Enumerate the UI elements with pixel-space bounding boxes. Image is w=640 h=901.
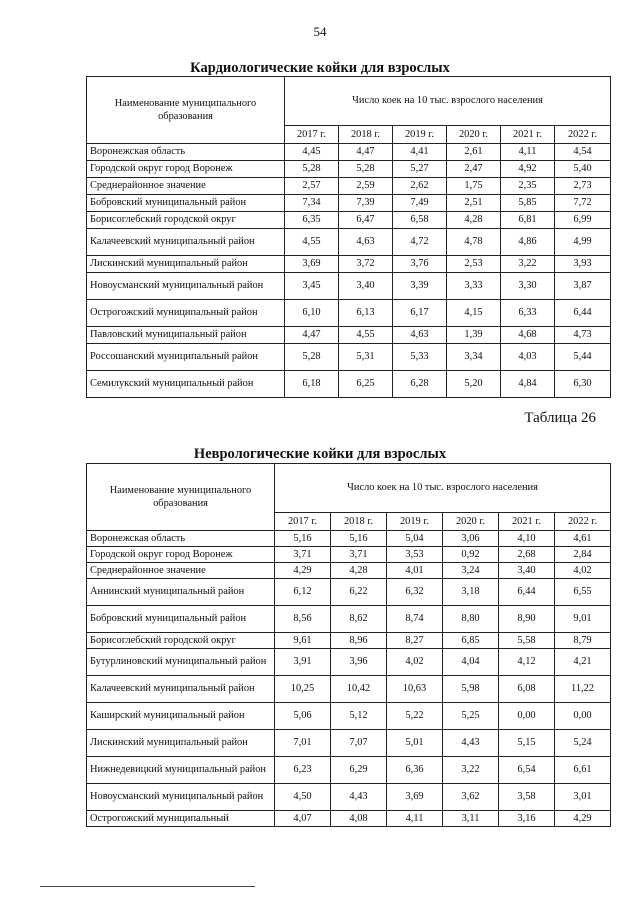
cell-value: 3,91 xyxy=(275,649,331,676)
cell-value: 4,41 xyxy=(393,144,447,161)
cell-value: 5,04 xyxy=(387,531,443,547)
table-row xyxy=(87,563,611,579)
table2-header-name: Наименование муниципального образования xyxy=(87,464,275,531)
cell-value: 3,39 xyxy=(393,273,447,300)
cell-value: 3,87 xyxy=(555,273,611,300)
cell-value: 8,74 xyxy=(387,606,443,633)
row-name: Новоусманский муниципальный район xyxy=(87,784,275,811)
cell-value: 6,33 xyxy=(501,300,555,327)
cell-value: 3,69 xyxy=(285,256,339,273)
cell-value: 8,90 xyxy=(499,606,555,633)
row-name: Новоусманский муниципальный район xyxy=(87,273,285,300)
cell-value: 4,02 xyxy=(387,649,443,676)
cell-value: 4,63 xyxy=(339,229,393,256)
cell-value: 6,44 xyxy=(499,579,555,606)
cell-value: 5,85 xyxy=(501,195,555,212)
cell-value: 3,11 xyxy=(443,811,499,827)
cell-value: 2,73 xyxy=(555,178,611,195)
year-header: 2020 г. xyxy=(443,513,499,531)
cell-value: 10,63 xyxy=(387,676,443,703)
footnote-separator xyxy=(40,886,255,887)
table-row xyxy=(87,547,611,563)
year-header: 2017 г. xyxy=(285,126,339,144)
cell-value: 5,24 xyxy=(555,730,611,757)
table-row xyxy=(87,703,611,730)
cell-value: 4,55 xyxy=(285,229,339,256)
year-header: 2021 г. xyxy=(501,126,555,144)
cell-value: 6,47 xyxy=(339,212,393,229)
cell-value: 6,08 xyxy=(499,676,555,703)
table-row xyxy=(87,144,611,161)
year-header: 2021 г. xyxy=(499,513,555,531)
cell-value: 9,61 xyxy=(275,633,331,649)
cell-value: 4,73 xyxy=(555,327,611,344)
cell-value: 4,47 xyxy=(339,144,393,161)
table-row xyxy=(87,811,611,827)
cell-value: 5,22 xyxy=(387,703,443,730)
cell-value: 3,76 xyxy=(393,256,447,273)
row-name: Борисоглебский городской округ xyxy=(87,633,275,649)
cell-value: 5,15 xyxy=(499,730,555,757)
cell-value: 1,39 xyxy=(447,327,501,344)
cell-value: 5,16 xyxy=(275,531,331,547)
cell-value: 4,11 xyxy=(501,144,555,161)
cell-value: 5,28 xyxy=(339,161,393,178)
cell-value: 4,86 xyxy=(501,229,555,256)
year-header: 2022 г. xyxy=(555,126,611,144)
row-name: Каширский муниципальный район xyxy=(87,703,275,730)
cell-value: 5,33 xyxy=(393,344,447,371)
cell-value: 3,71 xyxy=(331,547,387,563)
cell-value: 4,68 xyxy=(501,327,555,344)
cell-value: 4,29 xyxy=(275,563,331,579)
cell-value: 0,92 xyxy=(443,547,499,563)
cell-value: 4,15 xyxy=(447,300,501,327)
cell-value: 3,30 xyxy=(501,273,555,300)
cell-value: 5,98 xyxy=(443,676,499,703)
cell-value: 2,51 xyxy=(447,195,501,212)
cell-value: 4,47 xyxy=(285,327,339,344)
cell-value: 4,28 xyxy=(447,212,501,229)
cell-value: 3,72 xyxy=(339,256,393,273)
cell-value: 6,61 xyxy=(555,757,611,784)
cell-value: 4,01 xyxy=(387,563,443,579)
table2-caption: Таблица 26 xyxy=(524,410,596,426)
cardiology-beds-table xyxy=(86,76,611,398)
cell-value: 5,27 xyxy=(393,161,447,178)
cell-value: 6,58 xyxy=(393,212,447,229)
table-row xyxy=(87,757,611,784)
table1-header-group: Число коек на 10 тыс. взрослого населения xyxy=(285,77,611,126)
cell-value: 3,58 xyxy=(499,784,555,811)
row-name: Воронежская область xyxy=(87,144,285,161)
year-header: 2017 г. xyxy=(275,513,331,531)
table-row xyxy=(87,579,611,606)
cell-value: 4,54 xyxy=(555,144,611,161)
cell-value: 6,35 xyxy=(285,212,339,229)
cell-value: 5,40 xyxy=(555,161,611,178)
cell-value: 4,28 xyxy=(331,563,387,579)
row-name: Семилукский муниципальный район xyxy=(87,371,285,398)
table-row xyxy=(87,649,611,676)
row-name: Калачеевский муниципальный район xyxy=(87,676,275,703)
cell-value: 5,44 xyxy=(555,344,611,371)
cell-value: 1,75 xyxy=(447,178,501,195)
cell-value: 6,13 xyxy=(339,300,393,327)
table-row xyxy=(87,178,611,195)
cell-value: 6,28 xyxy=(393,371,447,398)
cell-value: 5,31 xyxy=(339,344,393,371)
cell-value: 4,04 xyxy=(443,649,499,676)
cell-value: 7,07 xyxy=(331,730,387,757)
cell-value: 3,40 xyxy=(499,563,555,579)
cell-value: 2,84 xyxy=(555,547,611,563)
cell-value: 6,99 xyxy=(555,212,611,229)
cell-value: 6,44 xyxy=(555,300,611,327)
cell-value: 3,93 xyxy=(555,256,611,273)
row-name: Среднерайонное значение xyxy=(87,563,275,579)
row-name: Бобровский муниципальный район xyxy=(87,195,285,212)
cell-value: 7,34 xyxy=(285,195,339,212)
cell-value: 3,40 xyxy=(339,273,393,300)
table1-header-name: Наименование муниципального образования xyxy=(87,77,285,144)
cell-value: 3,96 xyxy=(331,649,387,676)
cell-value: 5,20 xyxy=(447,371,501,398)
table-row xyxy=(87,606,611,633)
cell-value: 6,30 xyxy=(555,371,611,398)
cell-value: 5,28 xyxy=(285,344,339,371)
cell-value: 4,99 xyxy=(555,229,611,256)
cell-value: 8,96 xyxy=(331,633,387,649)
cell-value: 6,10 xyxy=(285,300,339,327)
table2-title: Неврологические койки для взрослых xyxy=(193,446,447,462)
year-header: 2019 г. xyxy=(393,126,447,144)
cell-value: 4,45 xyxy=(285,144,339,161)
row-name: Бобровский муниципальный район xyxy=(87,606,275,633)
table-row xyxy=(87,256,611,273)
cell-value: 4,43 xyxy=(331,784,387,811)
cell-value: 3,53 xyxy=(387,547,443,563)
cell-value: 4,08 xyxy=(331,811,387,827)
cell-value: 5,01 xyxy=(387,730,443,757)
cell-value: 6,32 xyxy=(387,579,443,606)
cell-value: 4,12 xyxy=(499,649,555,676)
cell-value: 4,61 xyxy=(555,531,611,547)
row-name: Воронежская область xyxy=(87,531,275,547)
cell-value: 4,84 xyxy=(501,371,555,398)
cell-value: 4,92 xyxy=(501,161,555,178)
neurology-beds-table xyxy=(86,463,611,827)
cell-value: 5,12 xyxy=(331,703,387,730)
table-row xyxy=(87,633,611,649)
cell-value: 8,56 xyxy=(275,606,331,633)
cell-value: 6,17 xyxy=(393,300,447,327)
table-row xyxy=(87,371,611,398)
cell-value: 10,25 xyxy=(275,676,331,703)
row-name: Нижнедевицкий муниципальный район xyxy=(87,757,275,784)
cell-value: 2,57 xyxy=(285,178,339,195)
cell-value: 7,49 xyxy=(393,195,447,212)
cell-value: 4,03 xyxy=(501,344,555,371)
cell-value: 6,25 xyxy=(339,371,393,398)
cell-value: 6,23 xyxy=(275,757,331,784)
table-row xyxy=(87,161,611,178)
cell-value: 6,55 xyxy=(555,579,611,606)
table-row xyxy=(87,195,611,212)
cell-value: 0,00 xyxy=(555,703,611,730)
table-row xyxy=(87,676,611,703)
row-name: Среднерайонное значение xyxy=(87,178,285,195)
cell-value: 3,33 xyxy=(447,273,501,300)
row-name: Острогожский муниципальный район xyxy=(87,300,285,327)
cell-value: 2,59 xyxy=(339,178,393,195)
row-name: Калачеевский муниципальный район xyxy=(87,229,285,256)
table-row xyxy=(87,273,611,300)
cell-value: 6,54 xyxy=(499,757,555,784)
cell-value: 6,22 xyxy=(331,579,387,606)
year-header: 2018 г. xyxy=(339,126,393,144)
row-name: Лискинский муниципальный район xyxy=(87,730,275,757)
cell-value: 4,07 xyxy=(275,811,331,827)
cell-value: 3,62 xyxy=(443,784,499,811)
cell-value: 3,22 xyxy=(443,757,499,784)
row-name: Аннинский муниципальный район xyxy=(87,579,275,606)
table1-title: Кардиологические койки для взрослых xyxy=(190,60,450,76)
cell-value: 3,34 xyxy=(447,344,501,371)
cell-value: 4,21 xyxy=(555,649,611,676)
row-name: Лискинский муниципальный район xyxy=(87,256,285,273)
cell-value: 11,22 xyxy=(555,676,611,703)
table-row xyxy=(87,784,611,811)
cell-value: 3,16 xyxy=(499,811,555,827)
cell-value: 5,06 xyxy=(275,703,331,730)
cell-value: 6,85 xyxy=(443,633,499,649)
cell-value: 4,11 xyxy=(387,811,443,827)
row-name: Россошанский муниципальный район xyxy=(87,344,285,371)
page-number: 54 xyxy=(313,24,327,39)
year-header: 2019 г. xyxy=(387,513,443,531)
year-header: 2022 г. xyxy=(555,513,611,531)
cell-value: 2,35 xyxy=(501,178,555,195)
cell-value: 8,80 xyxy=(443,606,499,633)
table-row xyxy=(87,229,611,256)
cell-value: 6,81 xyxy=(501,212,555,229)
cell-value: 3,18 xyxy=(443,579,499,606)
cell-value: 3,24 xyxy=(443,563,499,579)
table-row xyxy=(87,300,611,327)
cell-value: 3,06 xyxy=(443,531,499,547)
table2-header-group: Число коек на 10 тыс. взрослого населения xyxy=(275,464,611,513)
table-row xyxy=(87,531,611,547)
cell-value: 5,16 xyxy=(331,531,387,547)
cell-value: 4,02 xyxy=(555,563,611,579)
cell-value: 6,12 xyxy=(275,579,331,606)
table-row xyxy=(87,730,611,757)
cell-value: 4,72 xyxy=(393,229,447,256)
cell-value: 2,53 xyxy=(447,256,501,273)
table-row xyxy=(87,327,611,344)
cell-value: 5,58 xyxy=(499,633,555,649)
table-row xyxy=(87,212,611,229)
row-name: Городской округ город Воронеж xyxy=(87,161,285,178)
cell-value: 5,25 xyxy=(443,703,499,730)
cell-value: 5,28 xyxy=(285,161,339,178)
cell-value: 3,01 xyxy=(555,784,611,811)
cell-value: 3,69 xyxy=(387,784,443,811)
cell-value: 4,50 xyxy=(275,784,331,811)
cell-value: 6,36 xyxy=(387,757,443,784)
table-row xyxy=(87,344,611,371)
cell-value: 6,29 xyxy=(331,757,387,784)
cell-value: 4,63 xyxy=(393,327,447,344)
row-name: Павловский муниципальный район xyxy=(87,327,285,344)
cell-value: 2,61 xyxy=(447,144,501,161)
cell-value: 2,47 xyxy=(447,161,501,178)
cell-value: 7,72 xyxy=(555,195,611,212)
cell-value: 9,01 xyxy=(555,606,611,633)
cell-value: 0,00 xyxy=(499,703,555,730)
cell-value: 4,55 xyxy=(339,327,393,344)
year-header: 2018 г. xyxy=(331,513,387,531)
cell-value: 3,71 xyxy=(275,547,331,563)
cell-value: 4,10 xyxy=(499,531,555,547)
cell-value: 8,62 xyxy=(331,606,387,633)
cell-value: 7,39 xyxy=(339,195,393,212)
cell-value: 2,68 xyxy=(499,547,555,563)
cell-value: 8,27 xyxy=(387,633,443,649)
cell-value: 8,79 xyxy=(555,633,611,649)
cell-value: 3,22 xyxy=(501,256,555,273)
cell-value: 6,18 xyxy=(285,371,339,398)
row-name: Городской округ город Воронеж xyxy=(87,547,275,563)
cell-value: 3,45 xyxy=(285,273,339,300)
row-name: Бутурлиновский муниципальный район xyxy=(87,649,275,676)
cell-value: 10,42 xyxy=(331,676,387,703)
year-header: 2020 г. xyxy=(447,126,501,144)
row-name: Острогожский муниципальный xyxy=(87,811,275,827)
cell-value: 7,01 xyxy=(275,730,331,757)
row-name: Борисоглебский городской округ xyxy=(87,212,285,229)
cell-value: 4,43 xyxy=(443,730,499,757)
cell-value: 4,78 xyxy=(447,229,501,256)
cell-value: 4,29 xyxy=(555,811,611,827)
cell-value: 2,62 xyxy=(393,178,447,195)
